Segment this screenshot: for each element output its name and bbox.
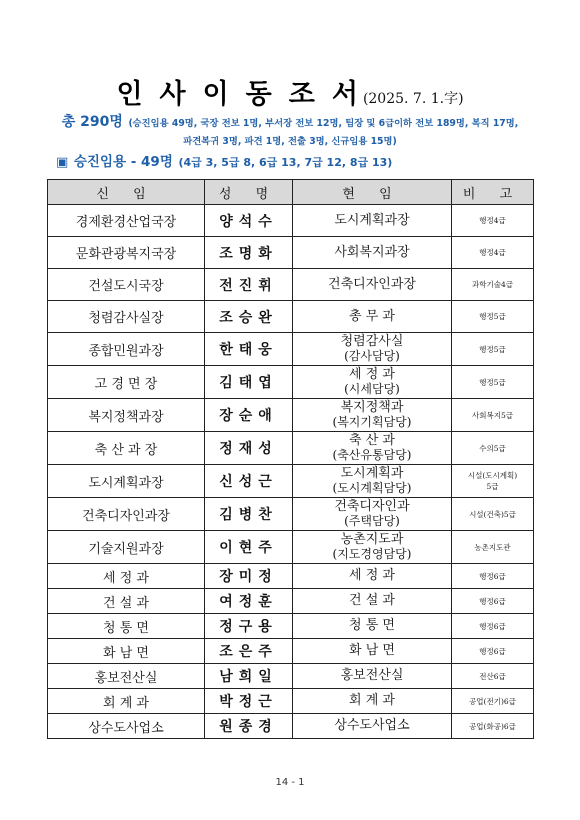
new-post-cell: 건설도시국장 [48,269,205,301]
current-post-team: (시세담당) [344,382,400,396]
current-post-cell [293,301,452,333]
new-post-cell: 홍보전산실 [48,664,205,689]
note-cell [452,301,534,333]
table-row [48,531,534,564]
note-cell [452,205,534,237]
note-grade: 시설(건축)5급 [469,509,516,519]
header-new-post: 신 임 [48,180,205,205]
name-cell: 조은주 [205,639,293,664]
current-post-team: (지도경영담당) [332,547,412,561]
note-grade: 행정6급 [479,571,506,581]
name-cell: 원종경 [205,714,293,739]
current-post-main: 복지정책과 [340,400,404,415]
note-grade: 전산6급 [479,671,506,681]
note-cell [452,269,534,301]
section-heading [56,150,392,170]
new-post-cell: 건 설 과 [48,589,205,614]
current-post-main: 사회복지과장 [334,244,410,260]
table-row [48,664,534,689]
header-name: 성 명 [205,180,293,205]
note-grade: 공업(전기)6급 [469,696,516,706]
name-cell: 장미정 [205,564,293,589]
current-post-cell [293,531,452,564]
note-grade-cont: 5급 [486,482,499,491]
note-grade: 행정6급 [479,621,506,631]
current-post-team: (복지기획담당) [332,415,412,429]
note-cell [452,366,534,399]
current-post-cell [293,639,452,664]
current-post-cell [293,269,452,301]
table-row [48,564,534,589]
new-post-cell: 기술지원과장 [48,531,205,564]
note-cell [452,689,534,714]
document-title: 인사이동조서 [116,79,375,110]
note-cell [452,614,534,639]
current-post-cell [293,664,452,689]
page-number: 14 - 1 [275,777,305,788]
current-post-main: 건축디자인과 [334,499,410,514]
current-post-cell [293,589,452,614]
current-post-main: 상수도사업소 [334,718,410,733]
name-cell: 남희일 [205,664,293,689]
table-row [48,689,534,714]
name-cell: 김병찬 [205,498,293,531]
name-cell: 장순애 [205,399,293,432]
new-post-cell: 청렴감사실장 [48,301,205,333]
table-row [48,399,534,432]
name-cell: 박정근 [205,689,293,714]
note-grade: 공업(화공)6급 [469,721,516,731]
note-cell [452,639,534,664]
summary-detail-2: 파견복귀 3명, 파견 1명, 전출 3명, 신규임용 15명) [183,136,397,147]
summary-line-1 [30,111,550,131]
note-grade: 행정6급 [479,596,506,606]
document-date: (2025. 7. 1.字) [362,91,464,107]
current-post-main: 건 설 과 [349,593,395,608]
new-post-cell: 경제환경산업국장 [48,205,205,237]
current-post-cell [293,465,452,498]
table-row [48,237,534,269]
current-post-main: 축 산 과 [349,433,395,448]
note-grade: 수의5급 [479,443,506,453]
table-row [48,614,534,639]
note-grade: 행정4급 [479,248,506,257]
current-post-team: (감사담당) [344,349,400,363]
table-row [48,714,534,739]
current-post-main: 청렴감사실 [340,334,404,349]
current-post-main: 청 통 면 [349,618,395,633]
note-cell [452,237,534,269]
note-cell [452,399,534,432]
table-row [48,205,534,237]
current-post-main: 화 남 면 [349,643,395,658]
new-post-cell: 회 계 과 [48,689,205,714]
current-post-cell [293,614,452,639]
table-row [48,333,534,366]
name-cell: 신성근 [205,465,293,498]
promotion-table [47,179,534,739]
name-cell: 조승완 [205,301,293,333]
note-cell [452,664,534,689]
note-cell [452,498,534,531]
new-post-cell: 고 경 면 장 [48,366,205,399]
note-grade: 행정5급 [479,377,506,387]
current-post-team: (축산유통담당) [332,448,412,462]
current-post-main: 회 계 과 [349,693,395,708]
current-post-main: 건축디자인과장 [328,276,416,292]
new-post-cell: 축 산 과 장 [48,432,205,465]
name-cell: 이현주 [205,531,293,564]
section-marker: ▣ [56,155,69,170]
name-cell: 여정훈 [205,589,293,614]
current-post-cell [293,714,452,739]
table-row [48,432,534,465]
current-post-cell [293,399,452,432]
summary-line-2 [30,129,550,148]
current-post-cell [293,333,452,366]
current-post-cell [293,432,452,465]
table-row [48,639,534,664]
current-post-main: 총 무 과 [349,308,395,324]
name-cell: 양석수 [205,205,293,237]
new-post-cell: 종합민원과장 [48,333,205,366]
table-header-row [48,180,534,205]
note-cell [452,564,534,589]
name-cell: 전진휘 [205,269,293,301]
note-grade: 농촌지도관 [474,542,511,552]
current-post-main: 도시계획과장 [334,212,410,228]
current-post-main: 세 정 과 [349,367,395,382]
current-post-cell [293,237,452,269]
section-breakdown: (4급 3, 5급 8, 6급 13, 7급 12, 8급 13) [178,156,393,169]
current-post-main: 농촌지도과 [340,532,404,547]
table-row [48,589,534,614]
section-title: 승진임용 - 49명 [73,154,173,170]
new-post-cell: 도시계획과장 [48,465,205,498]
current-post-main: 세 정 과 [349,568,395,583]
current-post-cell [293,366,452,399]
name-cell: 한태웅 [205,333,293,366]
header-current-post: 현 임 [293,180,452,205]
current-post-main: 홍보전산실 [340,668,404,683]
new-post-cell: 세 정 과 [48,564,205,589]
note-cell [452,531,534,564]
current-post-cell [293,205,452,237]
current-post-cell [293,498,452,531]
table-row [48,269,534,301]
new-post-cell: 복지정책과장 [48,399,205,432]
note-grade: 행정6급 [479,646,506,656]
note-cell [452,333,534,366]
note-grade: 행정5급 [479,344,506,354]
current-post-cell [293,689,452,714]
note-cell [452,714,534,739]
table-row [48,301,534,333]
table-row [48,465,534,498]
note-grade: 행정4급 [479,216,506,225]
name-cell: 김태엽 [205,366,293,399]
name-cell: 정구용 [205,614,293,639]
note-cell [452,589,534,614]
document-title-row [0,72,580,111]
name-cell: 조명화 [205,237,293,269]
current-post-main: 도시계획과 [340,466,404,481]
note-grade: 과학기술4급 [472,280,513,289]
summary-detail-1: (승진임용 49명, 국장 전보 1명, 부서장 전보 12명, 팀장 및 6급이하 전보 189명, 복직 17명, [128,118,519,129]
table-row [48,366,534,399]
note-grade: 사회복지5급 [472,410,513,420]
current-post-cell [293,564,452,589]
new-post-cell: 문화관광복지국장 [48,237,205,269]
table-row [48,498,534,531]
note-cell [452,432,534,465]
current-post-team: (도시계획담당) [332,481,412,495]
note-cell [452,465,534,498]
new-post-cell: 청 통 면 [48,614,205,639]
summary-total: 총 290명 [61,114,123,130]
new-post-cell: 화 남 면 [48,639,205,664]
new-post-cell: 상수도사업소 [48,714,205,739]
note-grade: 행정5급 [479,312,506,321]
header-note: 비 고 [452,180,534,205]
current-post-team: (주택담당) [344,514,400,528]
name-cell: 정재성 [205,432,293,465]
note-grade: 시설(도시계획) [467,471,518,480]
new-post-cell: 건축디자인과장 [48,498,205,531]
